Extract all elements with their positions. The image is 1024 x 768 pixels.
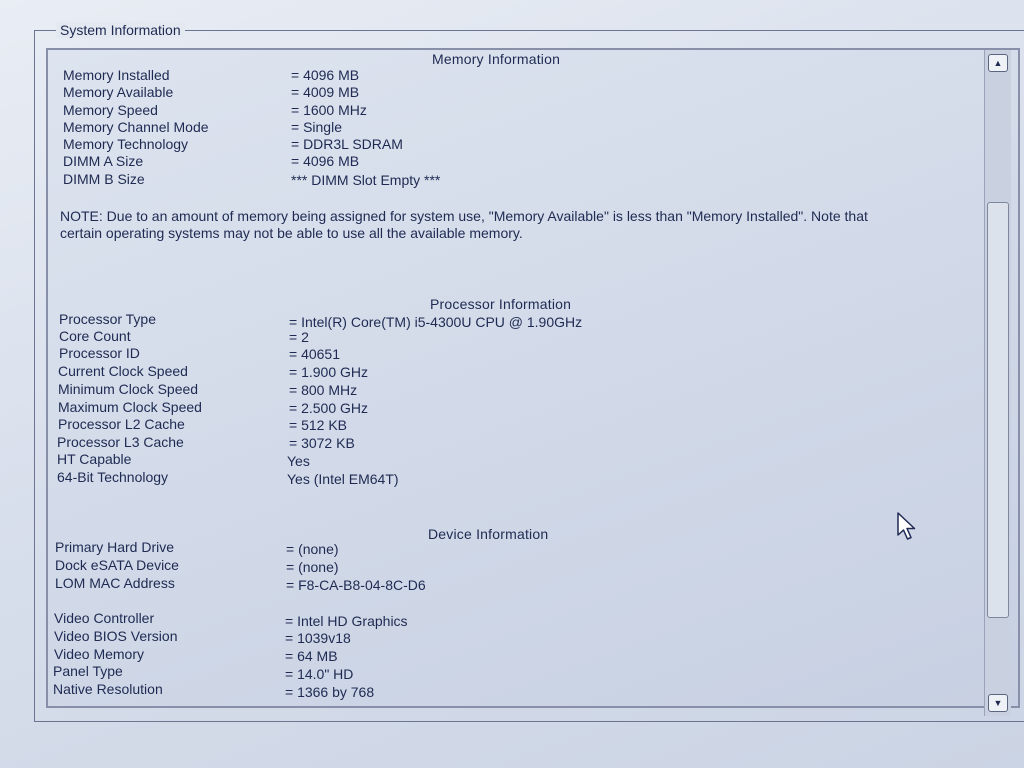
processor-row-label: HT Capable xyxy=(57,451,132,467)
video-row-label: Video Memory xyxy=(54,646,145,662)
video-row-value: = 64 MB xyxy=(285,648,338,664)
video-row-value: = 1039v18 xyxy=(285,630,351,646)
memory-row-value: *** DIMM Slot Empty *** xyxy=(291,172,441,188)
processor-row-label: 64-Bit Technology xyxy=(57,469,169,485)
memory-row-label: Memory Speed xyxy=(63,102,158,118)
memory-row-value: = 4096 MB xyxy=(291,153,360,169)
video-row-value: = 14.0" HD xyxy=(285,666,354,682)
video-row-label: Video Controller xyxy=(54,610,155,626)
memory-section-title: Memory Information xyxy=(432,51,561,67)
device-row-value: = F8-CA-B8-04-8C-D6 xyxy=(286,577,426,593)
memory-row-value: = 4096 MB xyxy=(291,67,360,83)
scroll-up-button[interactable] xyxy=(988,54,1008,72)
memory-row-label: Memory Available xyxy=(63,84,174,100)
memory-row-value: = DDR3L SDRAM xyxy=(291,136,403,152)
scroll-down-arrow-icon: ▼ xyxy=(993,698,1003,708)
memory-row-label: DIMM A Size xyxy=(63,153,144,169)
processor-row-value: Yes (Intel EM64T) xyxy=(287,471,399,487)
processor-row-value: Yes xyxy=(287,453,310,469)
processor-row-label: Current Clock Speed xyxy=(58,363,188,379)
video-row-label: Video BIOS Version xyxy=(54,628,178,644)
processor-section-title: Processor Information xyxy=(430,296,572,312)
video-row-value: = Intel HD Graphics xyxy=(285,613,408,629)
vertical-scrollbar[interactable] xyxy=(984,50,1011,716)
device-row-label: Primary Hard Drive xyxy=(55,539,175,555)
processor-row-value: = 800 MHz xyxy=(289,382,358,398)
processor-row-label: Core Count xyxy=(59,328,131,344)
processor-row-label: Processor L2 Cache xyxy=(58,416,185,432)
processor-row-value: = 40651 xyxy=(289,346,340,362)
processor-row-label: Minimum Clock Speed xyxy=(58,381,199,397)
memory-row-label: DIMM B Size xyxy=(63,171,145,187)
device-row-value: = (none) xyxy=(286,541,339,557)
device-row-label: Dock eSATA Device xyxy=(55,557,179,573)
memory-row-value: = 4009 MB xyxy=(291,84,360,100)
memory-note: NOTE: Due to an amount of memory being assigned for system use, "Memory Available" is less than "Memory Installed". Note that certain operating systems may not be able to use all the available memory. xyxy=(60,208,868,241)
device-row-value: = (none) xyxy=(286,559,339,575)
memory-row-value: = Single xyxy=(291,119,342,135)
memory-row-label: Memory Channel Mode xyxy=(63,119,209,135)
video-row-label: Panel Type xyxy=(53,663,123,679)
processor-row-label: Processor ID xyxy=(59,345,140,361)
scroll-thumb[interactable] xyxy=(987,202,1009,618)
information-panel xyxy=(46,48,1020,708)
device-row-label: LOM MAC Address xyxy=(55,575,175,591)
processor-row-label: Processor L3 Cache xyxy=(57,434,184,450)
processor-row-value: = Intel(R) Core(TM) i5-4300U CPU @ 1.90GHz xyxy=(289,314,583,330)
processor-row-value: = 1.900 GHz xyxy=(289,364,368,380)
processor-row-label: Maximum Clock Speed xyxy=(58,399,202,415)
processor-row-value: = 3072 KB xyxy=(289,435,355,451)
memory-row-label: Memory Technology xyxy=(63,136,189,152)
mouse-cursor-icon xyxy=(896,512,918,542)
memory-row-label: Memory Installed xyxy=(63,67,170,83)
scroll-down-button[interactable] xyxy=(988,694,1008,712)
processor-row-value: = 512 KB xyxy=(289,417,347,433)
processor-row-label: Processor Type xyxy=(59,311,157,327)
device-section-title: Device Information xyxy=(428,526,549,542)
video-row-value: = 1366 by 768 xyxy=(285,684,375,700)
group-title: System Information xyxy=(56,22,185,38)
video-row-label: Native Resolution xyxy=(53,681,163,697)
processor-row-value: = 2 xyxy=(289,329,309,345)
scroll-up-arrow-icon: ▲ xyxy=(993,58,1003,68)
processor-row-value: = 2.500 GHz xyxy=(289,400,368,416)
memory-row-value: = 1600 MHz xyxy=(291,102,367,118)
